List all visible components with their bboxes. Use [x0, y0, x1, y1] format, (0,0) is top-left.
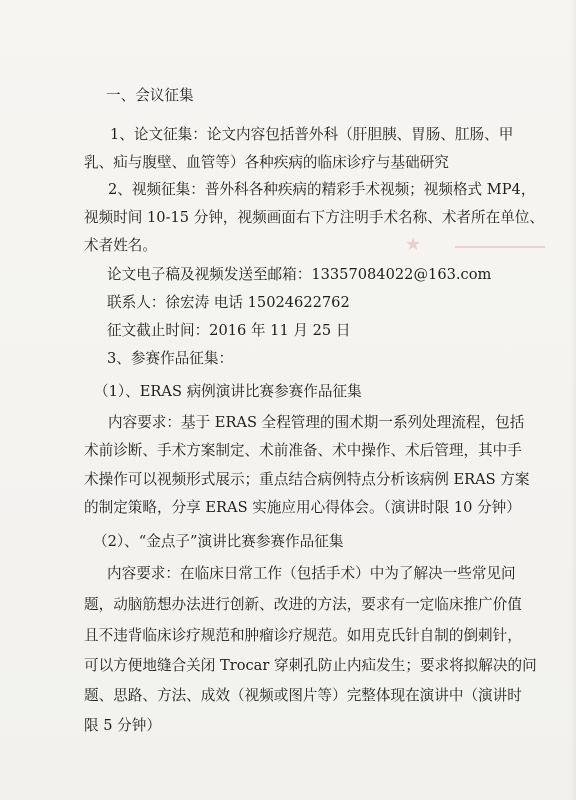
contact-line: 联系人：徐宏涛 电话 15024622762	[107, 294, 350, 311]
golden-requirement-line-3: 且不违背临床诊疗规范和肿瘤诊疗规范。如用克氏针自制的倒刺针，	[84, 627, 522, 644]
golden-requirement-line-5: 题、思路、方法、成效（视频或图片等）完整体现在演讲中（演讲时	[84, 687, 522, 704]
golden-requirement-line-1: 内容要求：在临床日常工作（包括手术）中为了解决一些常见问	[107, 565, 516, 582]
show-through-star: ★	[405, 234, 422, 255]
submission-email: 论文电子稿及视频发送至邮箱：13357084022@163.com	[107, 266, 492, 283]
golden-requirement-line-6: 限 5 分钟）	[84, 717, 161, 734]
paper-collection-line-2: 乳、疝与腹壁、血管等）各种疾病的临床诊疗与基础研究	[84, 154, 449, 171]
eras-title: （1）、ERAS 病例演讲比赛参赛作品征集	[94, 383, 362, 400]
eras-requirement-line-3: 术操作可以视频形式展示；重点结合病例特点分析该病例 ERAS 方案	[84, 471, 530, 488]
works-heading: 3、参赛作品征集：	[107, 350, 234, 367]
deadline-line: 征文截止时间：2016 年 11 月 25 日	[107, 322, 351, 339]
video-collection-line-3: 术者姓名。	[84, 237, 157, 254]
scan-edge-shadow	[570, 0, 576, 800]
golden-requirement-line-2: 题，动脑筋想办法进行创新、改进的方法，要求有一定临床推广价值	[84, 596, 522, 613]
video-collection-line-2: 视频时间 10-15 分钟，视频画面右下方注明手术名称、术者所在单位、	[84, 209, 544, 226]
eras-requirement-line-1: 内容要求：基于 ERAS 全程管理的围术期一系列处理流程，包括	[108, 414, 525, 431]
show-through-rule	[455, 246, 545, 248]
paper-collection-line-1: 1、论文征集：论文内容包括普外科（肝胆胰、胃肠、肛肠、甲	[110, 126, 514, 143]
golden-requirement-line-4: 可以方便地缝合关闭 Trocar 穿刺孔防止内疝发生；要求将拟解决的问	[84, 657, 537, 674]
video-collection-line-1: 2、视频征集：普外科各种疾病的精彩手术视频；视频格式 MP4，	[108, 181, 536, 198]
eras-requirement-line-4: 的制定策略，分享 ERAS 实施应用心得体会。（演讲时限 10 分钟）	[84, 499, 521, 516]
golden-idea-title: （2）、“金点子”演讲比赛参赛作品征集	[93, 533, 344, 550]
eras-requirement-line-2: 术前诊断、手术方案制定、术前准备、术中操作、术后管理，其中手	[84, 442, 522, 459]
section-heading: 一、会议征集	[106, 87, 194, 104]
